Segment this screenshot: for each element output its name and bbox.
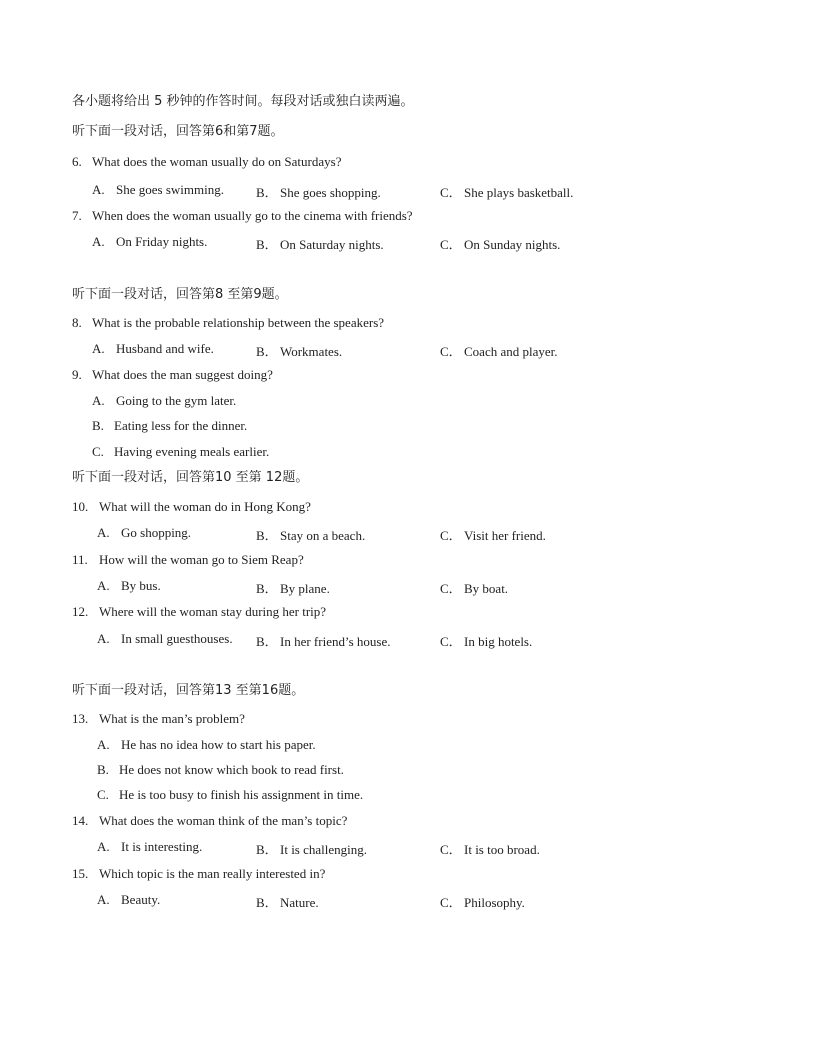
option-a: A. She goes swimming. xyxy=(92,182,224,197)
section-heading: 听下面一段对话，回答第13 至第16题。 xyxy=(72,683,305,698)
section-heading: 听下面一段对话，回答第10 至第 12题。 xyxy=(72,470,309,485)
option-a: A. Husband and wife. xyxy=(92,341,214,356)
instructions-text: 各小题将给出 5 秒钟的作答时间。每段对话或独白读两遍。 xyxy=(72,94,414,109)
option-b: B． On Saturday nights. xyxy=(256,237,384,252)
option-c: C． It is too broad. xyxy=(440,842,540,857)
option-c: C． On Sunday nights. xyxy=(440,237,561,252)
option-a: A. On Friday nights. xyxy=(92,234,208,249)
option-c: C． By boat. xyxy=(440,581,509,596)
question-number: 9. xyxy=(72,367,82,382)
option-a: A. Go shopping. xyxy=(97,525,192,540)
option-b: B． By plane. xyxy=(256,581,330,596)
option-c: C. He is too busy to finish his assignment in time. xyxy=(97,787,364,802)
question-text: What does the man suggest doing? xyxy=(92,367,273,382)
option-a: A. In small guesthouses. xyxy=(97,631,233,646)
section-heading: 听下面一段对话，回答第8 至第9题。 xyxy=(72,287,288,302)
option-b: B． In her friend’s house. xyxy=(256,634,391,649)
option-b: B. Eating less for the dinner. xyxy=(92,418,248,433)
question-text: What is the man’s problem? xyxy=(99,711,245,726)
question-number: 12. xyxy=(72,604,89,619)
question-number: 8. xyxy=(72,315,82,330)
option-b: B． It is challenging. xyxy=(256,842,368,857)
question-number: 7. xyxy=(72,208,82,223)
option-a: A. It is interesting. xyxy=(97,839,203,854)
option-b: B． Nature. xyxy=(256,895,319,910)
option-c: C． Philosophy. xyxy=(440,895,525,910)
option-a: A. Going to the gym later. xyxy=(92,393,237,408)
section-heading: 听下面一段对话，回答第6和第7题。 xyxy=(72,124,284,139)
question-number: 13. xyxy=(72,711,89,726)
question-text: How will the woman go to Siem Reap? xyxy=(99,552,304,567)
option-b: B． She goes shopping. xyxy=(256,185,381,200)
option-a: A. By bus. xyxy=(97,578,161,593)
question-text: When does the woman usually go to the cinema with friends? xyxy=(92,208,413,223)
question-number: 6. xyxy=(72,154,82,169)
question-text: What does the woman think of the man’s topic? xyxy=(99,813,348,828)
question-number: 11. xyxy=(72,552,88,567)
option-c: C. Having evening meals earlier. xyxy=(92,444,270,459)
question-text: What does the woman usually do on Saturdays? xyxy=(92,154,342,169)
option-b: B. He does not know which book to read first. xyxy=(97,762,344,777)
question-text: Which topic is the man really interested in? xyxy=(99,866,326,881)
option-c: C． Visit her friend. xyxy=(440,528,546,543)
question-text: What will the woman do in Hong Kong? xyxy=(99,499,311,514)
option-c: C． Coach and player. xyxy=(440,344,558,359)
option-c: C． In big hotels. xyxy=(440,634,533,649)
question-text: Where will the woman stay during her trip? xyxy=(99,604,327,619)
option-b: B． Workmates. xyxy=(256,344,343,359)
question-number: 10. xyxy=(72,499,89,514)
question-text: What is the probable relationship between the speakers? xyxy=(92,315,385,330)
question-number: 14. xyxy=(72,813,89,828)
option-b: B． Stay on a beach. xyxy=(256,528,366,543)
question-number: 15. xyxy=(72,866,89,881)
option-a: A. He has no idea how to start his paper. xyxy=(97,737,316,752)
option-a: A. Beauty. xyxy=(97,892,161,907)
option-c: C． She plays basketball. xyxy=(440,185,574,200)
